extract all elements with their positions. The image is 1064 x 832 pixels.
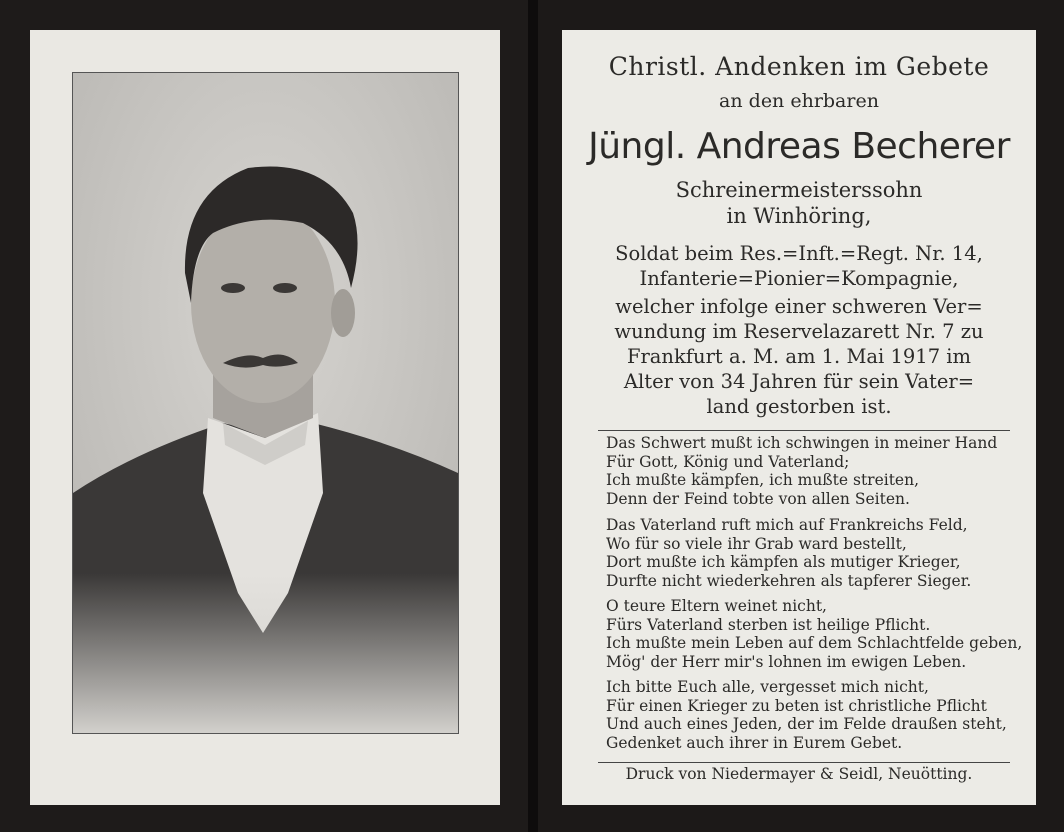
detail-line: Schreinermeisterssohn bbox=[675, 178, 923, 202]
poem-line: Mög' der Herr mir's lohnen im ewigen Leben. bbox=[606, 652, 967, 671]
poem-line: Dort mußte ich kämpfen als mutiger Krieger, bbox=[606, 553, 961, 571]
poem-stanza bbox=[606, 597, 1026, 671]
divider bbox=[598, 430, 1010, 431]
detail-line: Infanterie=Pionier=Kompagnie, bbox=[639, 267, 959, 290]
card-fold bbox=[528, 0, 538, 832]
poem-line: Denn der Feind tobte von allen Seiten. bbox=[606, 489, 910, 508]
card-header: Christl. Andenken im Gebete bbox=[608, 52, 990, 81]
detail-line: wundung im Reservelazarett Nr. 7 zu bbox=[614, 320, 984, 343]
poem-line: Für einen Krieger zu beten ist christliche Pflicht bbox=[606, 696, 987, 715]
card-subheader: an den ehrbaren bbox=[719, 90, 879, 112]
poem-line: Das Schwert mußt ich schwingen in meiner Hand bbox=[606, 434, 998, 452]
portrait-photo bbox=[72, 72, 459, 734]
poem-line: Und auch eines Jeden, der im Felde draußen steht, bbox=[606, 715, 1007, 733]
poem-line: Das Vaterland ruft mich auf Frankreichs Feld, bbox=[606, 516, 968, 534]
poem-stanza bbox=[606, 516, 1026, 590]
poem-line: Wo für so viele ihr Grab ward bestellt, bbox=[606, 534, 907, 553]
detail-line: land gestorben ist. bbox=[706, 395, 892, 418]
printer-credit: Druck von Niedermayer & Seidl, Neuötting. bbox=[625, 765, 973, 783]
poem-line: Fürs Vaterland sterben ist heilige Pflicht. bbox=[606, 615, 931, 634]
poem-stanza bbox=[606, 678, 1026, 752]
detail-line: Alter von 34 Jahren für sein Vater= bbox=[623, 370, 975, 393]
poem-line: Ich mußte mein Leben auf dem Schlachtfelde geben, bbox=[606, 634, 1023, 652]
poem-line: O teure Eltern weinet nicht, bbox=[606, 597, 827, 615]
poem-stanza bbox=[606, 434, 1026, 508]
deceased-name: Jüngl. Andreas Becherer bbox=[588, 126, 1010, 167]
detail-line: Soldat beim Res.=Inft.=Regt. Nr. 14, bbox=[615, 242, 983, 265]
poem-line: Ich bitte Euch alle, vergesset mich nicht, bbox=[606, 678, 929, 696]
poem-line: Ich mußte kämpfen, ich mußte streiten, bbox=[606, 471, 920, 489]
poem-line: Gedenket auch ihrer in Eurem Gebet. bbox=[606, 733, 903, 752]
poem-line: Für Gott, König und Vaterland; bbox=[606, 452, 850, 471]
divider bbox=[598, 762, 1010, 763]
poem-line: Durfte nicht wiederkehren als tapferer Sieger. bbox=[606, 571, 972, 590]
detail-line: Frankfurt a. M. am 1. Mai 1917 im bbox=[626, 345, 972, 368]
detail-line: in Winhöring, bbox=[726, 204, 872, 228]
detail-line: welcher infolge einer schweren Ver= bbox=[615, 295, 983, 318]
right-paper bbox=[562, 30, 1036, 805]
